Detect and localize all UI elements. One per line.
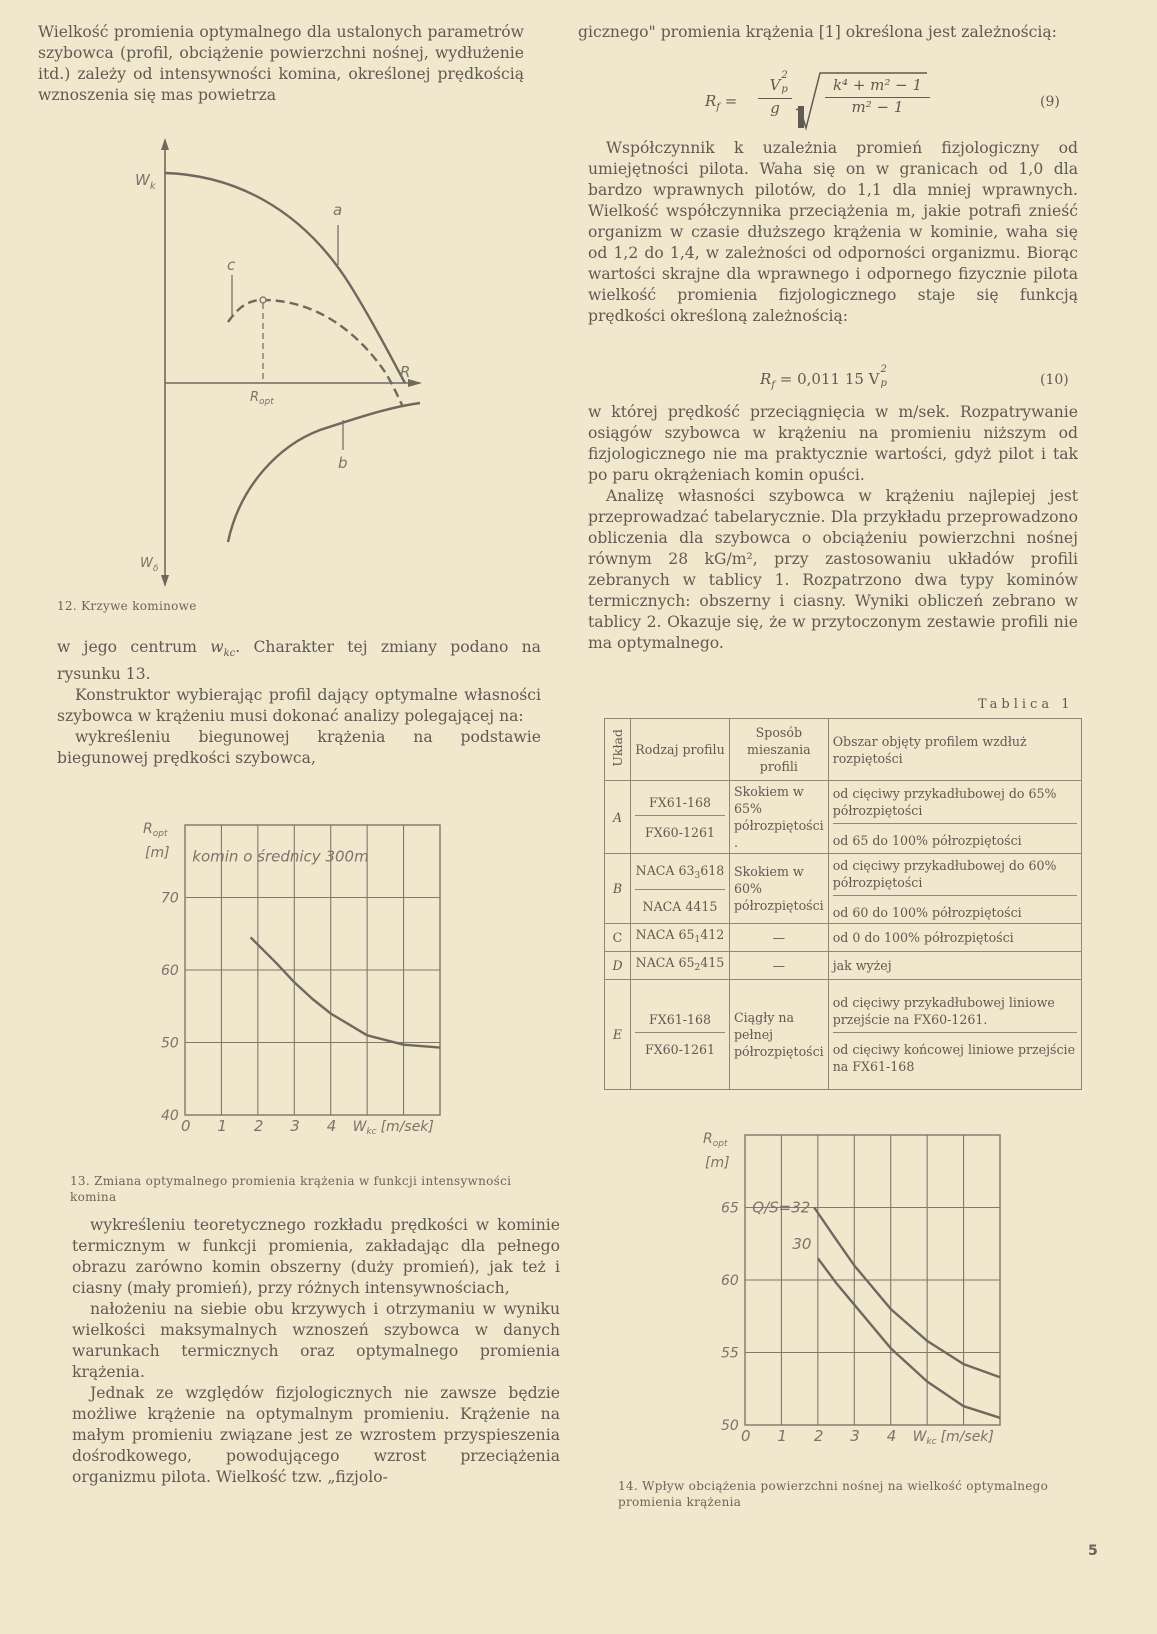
y-tick-label: 60 [721, 1273, 739, 1289]
table-row: D NACA $65_2415$ — jak wyżej [605, 952, 1082, 980]
x-axis-label: $W_{kc}$ [m/sek] [352, 1119, 434, 1137]
figure-13-caption: 13. Zmiana optymalnego promienia krążenia w funkcji intensywności komina [70, 1174, 512, 1204]
y-axis-unit: [m] [145, 845, 170, 861]
chart-annotation: komin o średnicy 300m [192, 847, 369, 866]
table-1 [604, 718, 1082, 1090]
curve-a [165, 173, 405, 383]
y-axis-label: $R_{opt}$ [143, 821, 168, 839]
series-line-0 [814, 1208, 1000, 1378]
curve-b [228, 403, 420, 542]
page-number: 5 [1088, 1543, 1098, 1559]
figure-12-chimney-curves [120, 135, 460, 590]
x-axis-label: $W_{kc}$ [m/sek] [912, 1429, 994, 1447]
x-tick-label: 1 [777, 1427, 787, 1445]
table-row: B NACA $63_3618$ NACA 4415 Skokiem w 60% półrozpiętości od cięciwy przykadłubowej do 60% półrozpiętości od 60 do 100% półrozpiętości [605, 854, 1082, 924]
label-c: c [227, 256, 236, 274]
label-b: b [338, 454, 348, 472]
label-a: a [333, 201, 343, 219]
paragraph: Analizę własności szybowca w krążeniu najlepiej jest przeprowadzać tabelarycznie. Dla przykładu przeprowadzono obliczenia dla szybowca o obciążeniu powierzchni nośnej równym 28 kG/m², przy zastosowaniu układów profili zebranych w tablicy 1. Rozpatrzono dwa typy kominów termicznych: obszerny i ciasny. Wyniki obliczeń zebrano w tablicy 2. Okazuje się, że w przytoczonym zestawie profili nie ma optymalnego. [588, 487, 1078, 652]
table-header-row [605, 719, 1082, 781]
series-line-0 [251, 937, 440, 1047]
paragraph: gicznego" promienia krążenia [1] określona jest zależnością: [578, 23, 1057, 41]
figure-13-chart [130, 815, 460, 1145]
x-tick-label: 2 [253, 1117, 264, 1135]
right-column-top [578, 22, 1076, 43]
y-tick-label: 40 [161, 1108, 179, 1124]
right-column-lower [588, 402, 1078, 654]
paragraph: Współczynnik k uzależnia promień fizjologiczny od umiejętności pilota. Waha się on w granicach od 1,0 dla bardzo wprawnych pilotów, do 1,1 dla mniej wprawnych. Wielkość współczynnika przeciążenia m, jakie potrafi znieść organizm w czasie dłuższego krążenia w kominie, waha się od 1,2 do 1,4, w zależności od odporności organizmu. Biorąc wartości skrajne dla wprawnego i odpornego fizycznie pilota wielkość promienia fizjologicznego staje się funkcją prędkości określoną zależnością: [588, 139, 1078, 325]
table-row: E FX61-168 FX60-1261 Ciągły na pełnej półrozpiętości od cięciwy przykadłubowej liniowe przejście na FX60-1261. od cięciwy końcowej liniowe przejście na FX61-168 [605, 980, 1082, 1090]
y-axis-top-arrow-icon [161, 138, 169, 150]
left-column-bottom [72, 1215, 560, 1488]
paragraph: Wielkość promienia optymalnego dla ustalonych parametrów szybowca (profil, obciążenie powierzchni nośnej, wydłużenie itd.) zależy od intensywności komina, określonej prędkością wznoszenia się mas powietrza [38, 23, 524, 104]
figure-12-caption: 12. Krzywe kominowe [57, 599, 197, 613]
x-tick-label: 4 [886, 1427, 897, 1445]
header-rodzaj: Rodzaj profilu [631, 719, 730, 781]
x-tick-label: 3 [290, 1117, 300, 1135]
paragraph: nałożeniu na siebie obu krzywych i otrzymaniu w wyniku wielkości maksymalnych wznoszeń szybowca w danych warunkach termicznych oraz optymalnego promienia krążenia. [72, 1300, 560, 1381]
x-tick-label: 0 [741, 1427, 751, 1445]
x-label: R [400, 363, 411, 381]
table-1-title: Tablica 1 [978, 697, 1074, 712]
y-label-top: $W_k$ [135, 171, 156, 192]
left-column-intro [38, 22, 524, 106]
y-axis-unit: [m] [705, 1155, 730, 1171]
x-tick-label: 4 [326, 1117, 337, 1135]
y-label-bottom: $W_\delta$ [140, 556, 159, 574]
r-opt-label: $R_{opt}$ [250, 390, 274, 407]
y-tick-label: 55 [721, 1345, 739, 1362]
paragraph: w której prędkość przeciągnięcia w m/sek. Rozpatrywanie osiągów szybowca w krążeniu na promieniu niższym od fizjologicznego nie ma praktycznie wartości, gdyż pilot i tak po paru okrążeniach komin opuści. [588, 403, 1078, 484]
header-obszar: Obszar objęty profilem wzdłuż rozpiętości [828, 719, 1081, 781]
optimum-point [260, 297, 266, 303]
x-tick-label: 3 [850, 1427, 860, 1445]
paragraph: wykreśleniu biegunowej krążenia na podstawie biegunowej prędkości szybowca, [57, 728, 541, 768]
x-tick-label: 1 [217, 1117, 227, 1135]
x-tick-label: 0 [181, 1117, 191, 1135]
left-column-middle [57, 637, 541, 769]
y-tick-label: 65 [721, 1200, 739, 1217]
y-axis-bottom-arrow-icon [161, 575, 169, 587]
paragraph: Jednak ze względów fizjologicznych nie zawsze będzie możliwe krążenie na optymalnym promieniu. Krążenie na małym promieniu związane jest ze wzrostem przyspieszenia dośrodkowego, powodującego wzrost przeciążenia organizmu pilota. Wielkość tzw. „fizjolo- [72, 1384, 560, 1486]
header-sposob: Sposób mieszania profili [730, 719, 829, 781]
paragraph: wykreśleniu teoretycznego rozkładu prędkości w kominie termicznym w funkcji promienia, zakładając dla pełnego obrazu zarówno komin obszerny (duży promień), jak też i ciasny (mały promień), przy różnych intensywnościach, [72, 1216, 560, 1297]
y-tick-label: 60 [161, 963, 179, 979]
paragraph: w jego centrum $w_{kc}$. Charakter tej zmiany podano na rysunku 13. [57, 638, 541, 684]
figure-14-caption: 14. Wpływ obciążenia powierzchni nośnej na wielkość optymalnego promienia krążenia [618, 1479, 1049, 1509]
figure-14-chart [690, 1125, 1020, 1455]
header-uklad: Układ [610, 728, 625, 767]
y-axis-label: $R_{opt}$ [703, 1131, 728, 1149]
right-column-middle [588, 138, 1078, 327]
paragraph: Konstruktor wybierając profil dający optymalne własności szybowca w krążeniu musi dokonać analizy polegającej na: [57, 686, 541, 726]
axes [165, 140, 420, 585]
table-row: C NACA $65_1412$ — od 0 do 100% półrozpiętości [605, 924, 1082, 952]
series-label: Q/S=32 [752, 1198, 811, 1217]
series-line-1 [818, 1258, 1000, 1418]
y-tick-label: 70 [161, 890, 179, 907]
x-tick-label: 2 [813, 1427, 824, 1445]
y-tick-label: 50 [721, 1418, 739, 1434]
table-row: A FX61-168 FX60-1261 Skokiem w 65% półrozpiętości . od cięciwy przykadłubowej do 65% półrozpiętości od 65 do 100% półrozpiętości [605, 781, 1082, 854]
y-tick-label: 50 [161, 1035, 179, 1052]
series-label: 30 [792, 1234, 812, 1253]
